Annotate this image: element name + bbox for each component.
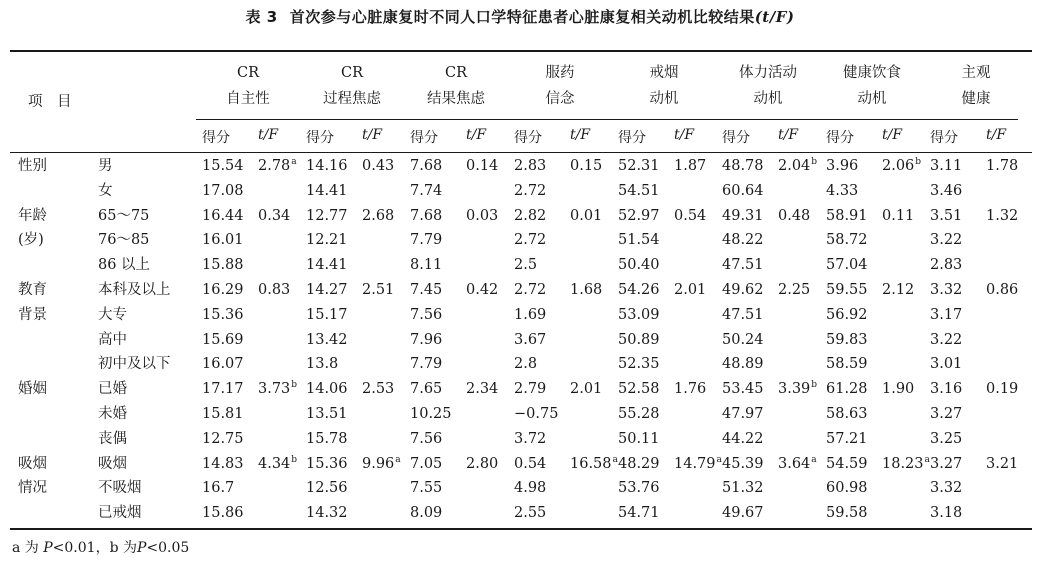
- score-cell: 14.41: [306, 182, 348, 199]
- tf-value: 3.73: [258, 381, 291, 398]
- tf-cell: [258, 156, 297, 178]
- bottom-rule: [10, 528, 1032, 530]
- score-cell: 2.55: [514, 505, 547, 522]
- row-sublabel: 不吸烟: [98, 480, 142, 497]
- score-subheader: 得分: [410, 130, 438, 146]
- score-cell: 3.32: [930, 480, 963, 497]
- row-sublabel: 初中及以下: [98, 356, 171, 373]
- tf-cell: [674, 454, 722, 476]
- score-cell: 48.78: [722, 158, 764, 174]
- category-label: 性别: [18, 158, 47, 174]
- score-cell: 52.58: [618, 381, 660, 398]
- tf-cell: [466, 206, 498, 226]
- tf-cell: [674, 379, 706, 399]
- score-cell: 4.33: [826, 182, 859, 199]
- score-cell: 15.36: [202, 306, 244, 323]
- tf-value: 2.25: [778, 282, 811, 298]
- header-line-2: 动机: [649, 91, 679, 107]
- tf-value: 2.68: [362, 207, 395, 224]
- score-cell: 3.46: [930, 182, 963, 199]
- column-group-header: [822, 60, 922, 112]
- score-cell: 7.79: [410, 356, 443, 373]
- caption-title: 首次参与心脏康复时不同人口学特征患者心脏康复相关动机比较结果: [289, 8, 755, 26]
- tf-value: 16.58: [570, 455, 612, 472]
- score-subheader: 得分: [306, 130, 334, 146]
- tf-value: 3.21: [986, 455, 1019, 472]
- row-sublabel: 吸烟: [98, 455, 127, 472]
- significance-mark: b: [291, 454, 298, 465]
- tf-subheader: t/F: [674, 127, 695, 143]
- score-cell: 49.67: [722, 505, 764, 522]
- tf-cell: [258, 280, 290, 300]
- score-cell: 44.22: [722, 430, 764, 447]
- score-cell: 15.86: [202, 505, 244, 522]
- score-cell: 47.51: [722, 306, 764, 323]
- tf-cell: [882, 280, 914, 300]
- tf-subheader: t/F: [882, 127, 903, 143]
- tf-value: 2.06: [882, 158, 915, 174]
- significance-mark: a: [716, 454, 722, 465]
- score-cell: 2.8: [514, 356, 538, 373]
- row-sublabel: 男: [98, 158, 113, 174]
- significance-mark: a: [811, 454, 817, 465]
- tf-cell: [258, 206, 290, 226]
- score-cell: −0.75: [514, 406, 559, 422]
- tf-value: 0.54: [674, 207, 707, 224]
- tf-cell: [362, 206, 394, 226]
- header-line-2: 信念: [545, 91, 575, 107]
- footnote-v1: <0.01，b 为: [52, 540, 137, 556]
- score-cell: 15.78: [306, 430, 348, 447]
- score-cell: 7.68: [410, 207, 443, 224]
- tf-subheader: t/F: [986, 127, 1007, 143]
- tf-cell: [882, 379, 914, 399]
- tf-value: 0.01: [570, 207, 603, 224]
- tf-cell: [362, 454, 401, 476]
- tf-value: 0.19: [986, 381, 1019, 398]
- score-cell: 54.71: [618, 505, 660, 522]
- footnote-v2: <0.05: [146, 540, 190, 556]
- score-cell: 2.72: [514, 282, 547, 298]
- row-sublabel: 女: [98, 182, 113, 199]
- score-cell: 3.25: [930, 430, 963, 447]
- tf-cell: [362, 280, 394, 300]
- tf-value: 1.78: [986, 158, 1019, 174]
- header-line-1: 体力活动: [739, 65, 797, 81]
- row-sublabel: 76～85: [98, 232, 150, 249]
- score-cell: 7.56: [410, 430, 443, 447]
- score-cell: 53.45: [722, 381, 764, 398]
- tf-cell: [778, 454, 817, 476]
- tf-cell: [882, 206, 914, 226]
- tf-cell: [466, 156, 498, 176]
- table-caption: [0, 6, 1040, 27]
- column-group-header: [510, 60, 610, 112]
- score-cell: 15.54: [202, 158, 244, 174]
- score-cell: 17.17: [202, 381, 244, 398]
- significance-mark: a: [291, 157, 297, 167]
- score-cell: 57.04: [826, 257, 868, 274]
- score-cell: 48.29: [618, 455, 660, 472]
- score-cell: 50.24: [722, 331, 764, 348]
- score-subheader: 得分: [826, 130, 854, 146]
- header-line-2: 结果焦虑: [427, 91, 485, 107]
- tf-value: 0.34: [258, 207, 291, 224]
- tf-cell: [674, 156, 706, 176]
- category-label: 吸烟: [18, 455, 47, 472]
- tf-value: 0.03: [466, 207, 499, 224]
- column-group-header: [718, 60, 818, 112]
- tf-value: 0.83: [258, 282, 291, 298]
- tf-value: 2.04: [778, 158, 811, 174]
- tf-cell: [362, 156, 394, 176]
- header-line-2: 过程焦虑: [323, 91, 381, 107]
- score-cell: 51.32: [722, 480, 764, 497]
- score-cell: 3.01: [930, 356, 963, 373]
- score-cell: 2.79: [514, 381, 547, 398]
- tf-cell: [882, 156, 921, 178]
- header-bottom-rule: [10, 152, 1032, 153]
- score-cell: 51.54: [618, 232, 660, 249]
- column-group-header: [302, 60, 402, 112]
- score-cell: 60.98: [826, 480, 868, 497]
- score-cell: 3.11: [930, 158, 963, 174]
- score-cell: 12.21: [306, 232, 348, 249]
- row-sublabel: 未婚: [98, 406, 127, 422]
- score-subheader: 得分: [930, 130, 958, 146]
- score-cell: 50.89: [618, 331, 660, 348]
- score-cell: 10.25: [410, 406, 452, 422]
- score-cell: 58.63: [826, 406, 868, 422]
- caption-label: 表 3: [245, 8, 278, 26]
- tf-value: 2.53: [362, 381, 395, 398]
- top-rule: [10, 50, 1032, 52]
- header-line-2: 动机: [753, 91, 783, 107]
- row-sublabel: 大专: [98, 306, 127, 323]
- score-cell: 2.72: [514, 232, 547, 249]
- header-line-1: CR: [340, 65, 363, 81]
- score-cell: 2.83: [930, 257, 963, 274]
- score-cell: 58.72: [826, 232, 868, 249]
- score-subheader: 得分: [618, 130, 646, 146]
- tf-cell: [570, 280, 602, 300]
- tf-cell: [986, 454, 1018, 474]
- column-group-header: [406, 60, 506, 112]
- score-cell: 52.97: [618, 207, 660, 224]
- score-cell: 49.31: [722, 207, 764, 224]
- footnote-a: a 为: [12, 540, 39, 556]
- row-sublabel: 已婚: [98, 381, 127, 398]
- score-cell: 52.31: [618, 158, 660, 174]
- significance-mark: a: [395, 454, 401, 465]
- header-line-2: 自主性: [226, 91, 270, 107]
- score-cell: 14.27: [306, 282, 348, 298]
- score-cell: 53.76: [618, 480, 660, 497]
- score-cell: 48.89: [722, 356, 764, 373]
- tf-value: 2.51: [362, 282, 395, 298]
- tf-cell: [778, 156, 817, 178]
- column-group-header: [614, 60, 714, 112]
- tf-value: 1.76: [674, 381, 707, 398]
- tf-cell: [570, 454, 618, 476]
- tf-value: 4.34: [258, 455, 291, 472]
- column-group-header: [198, 60, 298, 112]
- score-cell: 50.40: [618, 257, 660, 274]
- score-cell: 59.55: [826, 282, 868, 298]
- tf-value: 1.87: [674, 158, 707, 174]
- score-cell: 2.83: [514, 158, 547, 174]
- tf-value: 2.34: [466, 381, 499, 398]
- category-label: 婚姻: [18, 381, 47, 398]
- score-cell: 53.09: [618, 306, 660, 323]
- score-cell: 2.72: [514, 182, 547, 199]
- score-cell: 13.8: [306, 356, 339, 373]
- score-cell: 15.81: [202, 406, 244, 422]
- tf-cell: [986, 280, 1018, 300]
- score-cell: 7.65: [410, 381, 443, 398]
- tf-cell: [570, 156, 602, 176]
- row-sublabel: 本科及以上: [98, 282, 171, 298]
- score-cell: 17.08: [202, 182, 244, 199]
- tf-cell: [778, 280, 810, 300]
- header-sub-rule: [196, 119, 1018, 120]
- tf-cell: [882, 454, 930, 476]
- tf-value: 0.11: [882, 207, 915, 224]
- score-cell: 3.96: [826, 158, 859, 174]
- tf-value: 1.32: [986, 207, 1019, 224]
- score-cell: 16.44: [202, 207, 244, 224]
- tf-cell: [362, 379, 394, 399]
- score-cell: 14.16: [306, 158, 348, 174]
- score-cell: 3.72: [514, 430, 547, 447]
- score-cell: 3.67: [514, 331, 547, 348]
- score-cell: 8.11: [410, 257, 443, 274]
- score-cell: 55.28: [618, 406, 660, 422]
- score-cell: 7.79: [410, 232, 443, 249]
- score-cell: 59.83: [826, 331, 868, 348]
- score-cell: 14.83: [202, 455, 244, 472]
- tf-value: 0.42: [466, 282, 499, 298]
- header-line-2: 健康: [961, 91, 991, 107]
- score-cell: 57.21: [826, 430, 868, 447]
- score-cell: 14.41: [306, 257, 348, 274]
- score-cell: 14.06: [306, 381, 348, 398]
- score-cell: 59.58: [826, 505, 868, 522]
- tf-cell: [986, 379, 1018, 399]
- score-cell: 1.69: [514, 306, 547, 323]
- tf-value: 0.15: [570, 158, 603, 174]
- score-cell: 47.97: [722, 406, 764, 422]
- row-sublabel: 已戒烟: [98, 505, 142, 522]
- score-cell: 54.51: [618, 182, 660, 199]
- header-line-1: 主观: [961, 65, 991, 81]
- score-cell: 50.11: [618, 430, 660, 447]
- significance-mark: b: [291, 380, 298, 391]
- score-cell: 12.56: [306, 480, 348, 497]
- score-cell: 13.51: [306, 406, 348, 422]
- score-cell: 3.22: [930, 331, 963, 348]
- score-cell: 7.05: [410, 455, 443, 472]
- score-cell: 4.98: [514, 480, 547, 497]
- score-cell: 45.39: [722, 455, 764, 472]
- tf-value: 9.96: [362, 455, 395, 472]
- tf-subheader: t/F: [362, 127, 383, 143]
- tf-cell: [466, 379, 498, 399]
- score-cell: 14.32: [306, 505, 348, 522]
- score-cell: 13.42: [306, 331, 348, 348]
- score-cell: 3.17: [930, 306, 963, 323]
- tf-subheader: t/F: [570, 127, 591, 143]
- score-cell: 3.32: [930, 282, 963, 298]
- score-cell: 58.91: [826, 207, 868, 224]
- score-cell: 54.26: [618, 282, 660, 298]
- significance-mark: a: [924, 454, 930, 465]
- tf-value: 1.90: [882, 381, 915, 398]
- category-label: 情况: [18, 480, 47, 497]
- tf-value: 14.79: [674, 455, 716, 472]
- tf-value: 2.80: [466, 455, 499, 472]
- row-sublabel: 86 以上: [98, 257, 151, 274]
- tf-subheader: t/F: [258, 127, 279, 143]
- score-cell: 8.09: [410, 505, 443, 522]
- score-cell: 56.92: [826, 306, 868, 323]
- score-cell: 2.82: [514, 207, 547, 224]
- tf-value: 0.43: [362, 158, 395, 174]
- score-cell: 16.01: [202, 232, 244, 249]
- score-cell: 16.7: [202, 480, 235, 497]
- score-cell: 15.69: [202, 331, 244, 348]
- score-cell: 48.22: [722, 232, 764, 249]
- row-sublabel: 高中: [98, 331, 127, 348]
- tf-cell: [466, 280, 498, 300]
- score-subheader: 得分: [202, 130, 230, 146]
- score-cell: 52.35: [618, 356, 660, 373]
- tf-cell: [986, 206, 1018, 226]
- tf-value: 0.86: [986, 282, 1019, 298]
- tf-value: 2.01: [570, 381, 603, 398]
- tf-value: 2.78: [258, 158, 291, 174]
- header-line-1: CR: [236, 65, 259, 81]
- tf-subheader: t/F: [778, 127, 799, 143]
- score-cell: 60.64: [722, 182, 764, 199]
- score-cell: 7.55: [410, 480, 443, 497]
- footnote-p2: P: [137, 540, 147, 556]
- score-cell: 15.17: [306, 306, 348, 323]
- significance-mark: b: [915, 157, 922, 167]
- score-cell: 3.18: [930, 505, 963, 522]
- header-line-2: 动机: [857, 91, 887, 107]
- score-cell: 15.36: [306, 455, 348, 472]
- score-cell: 2.5: [514, 257, 538, 274]
- score-cell: 54.59: [826, 455, 868, 472]
- item-label: 项 目: [28, 94, 72, 110]
- footnote-p1: P: [43, 540, 53, 556]
- score-cell: 3.27: [930, 455, 963, 472]
- tf-value: 3.64: [778, 455, 811, 472]
- score-cell: 7.96: [410, 331, 443, 348]
- caption-stat: (t/F): [754, 8, 795, 26]
- tf-cell: [778, 206, 810, 226]
- tf-cell: [258, 379, 297, 401]
- tf-value: 2.12: [882, 282, 915, 298]
- header-line-1: 健康饮食: [843, 65, 901, 81]
- tf-value: 0.48: [778, 207, 811, 224]
- significance-mark: b: [811, 380, 818, 391]
- score-subheader: 得分: [722, 130, 750, 146]
- score-cell: 7.56: [410, 306, 443, 323]
- score-cell: 3.27: [930, 406, 963, 422]
- tf-cell: [674, 280, 706, 300]
- score-cell: 15.88: [202, 257, 244, 274]
- score-cell: 7.68: [410, 158, 443, 174]
- score-cell: 12.75: [202, 430, 244, 447]
- score-cell: 3.22: [930, 232, 963, 249]
- tf-cell: [258, 454, 297, 476]
- score-cell: 58.59: [826, 356, 868, 373]
- header-line-1: 服药: [545, 65, 575, 81]
- category-label: 年龄: [18, 207, 47, 224]
- tf-cell: [674, 206, 706, 226]
- score-cell: 3.16: [930, 381, 963, 398]
- category-label: 背景: [18, 306, 47, 323]
- tf-subheader: t/F: [466, 127, 487, 143]
- score-cell: 47.51: [722, 257, 764, 274]
- row-sublabel: 65～75: [98, 207, 150, 224]
- row-sublabel: 丧偶: [98, 430, 127, 447]
- header-line-1: CR: [444, 65, 467, 81]
- header-line-1: 戒烟: [649, 65, 679, 81]
- category-label: 教育: [18, 282, 47, 298]
- category-label: (岁): [18, 232, 44, 249]
- score-cell: 3.51: [930, 207, 963, 224]
- score-cell: 16.29: [202, 282, 244, 298]
- score-cell: 16.07: [202, 356, 244, 373]
- tf-value: 18.23: [882, 455, 924, 472]
- tf-value: 3.39: [778, 381, 811, 398]
- score-cell: 7.45: [410, 282, 443, 298]
- tf-cell: [570, 206, 602, 226]
- score-cell: 61.28: [826, 381, 868, 398]
- tf-value: 0.14: [466, 158, 499, 174]
- score-cell: 49.62: [722, 282, 764, 298]
- significance-mark: b: [811, 157, 818, 167]
- score-cell: 12.77: [306, 207, 348, 224]
- tf-cell: [466, 454, 498, 474]
- significance-mark: a: [612, 454, 618, 465]
- score-cell: 7.74: [410, 182, 443, 199]
- column-group-header: [926, 60, 1026, 112]
- tf-cell: [778, 379, 817, 401]
- score-subheader: 得分: [514, 130, 542, 146]
- table-footnote: [12, 537, 189, 557]
- score-cell: 0.54: [514, 455, 547, 472]
- tf-value: 2.01: [674, 282, 707, 298]
- tf-cell: [570, 379, 602, 399]
- tf-value: 1.68: [570, 282, 603, 298]
- tf-cell: [986, 156, 1018, 176]
